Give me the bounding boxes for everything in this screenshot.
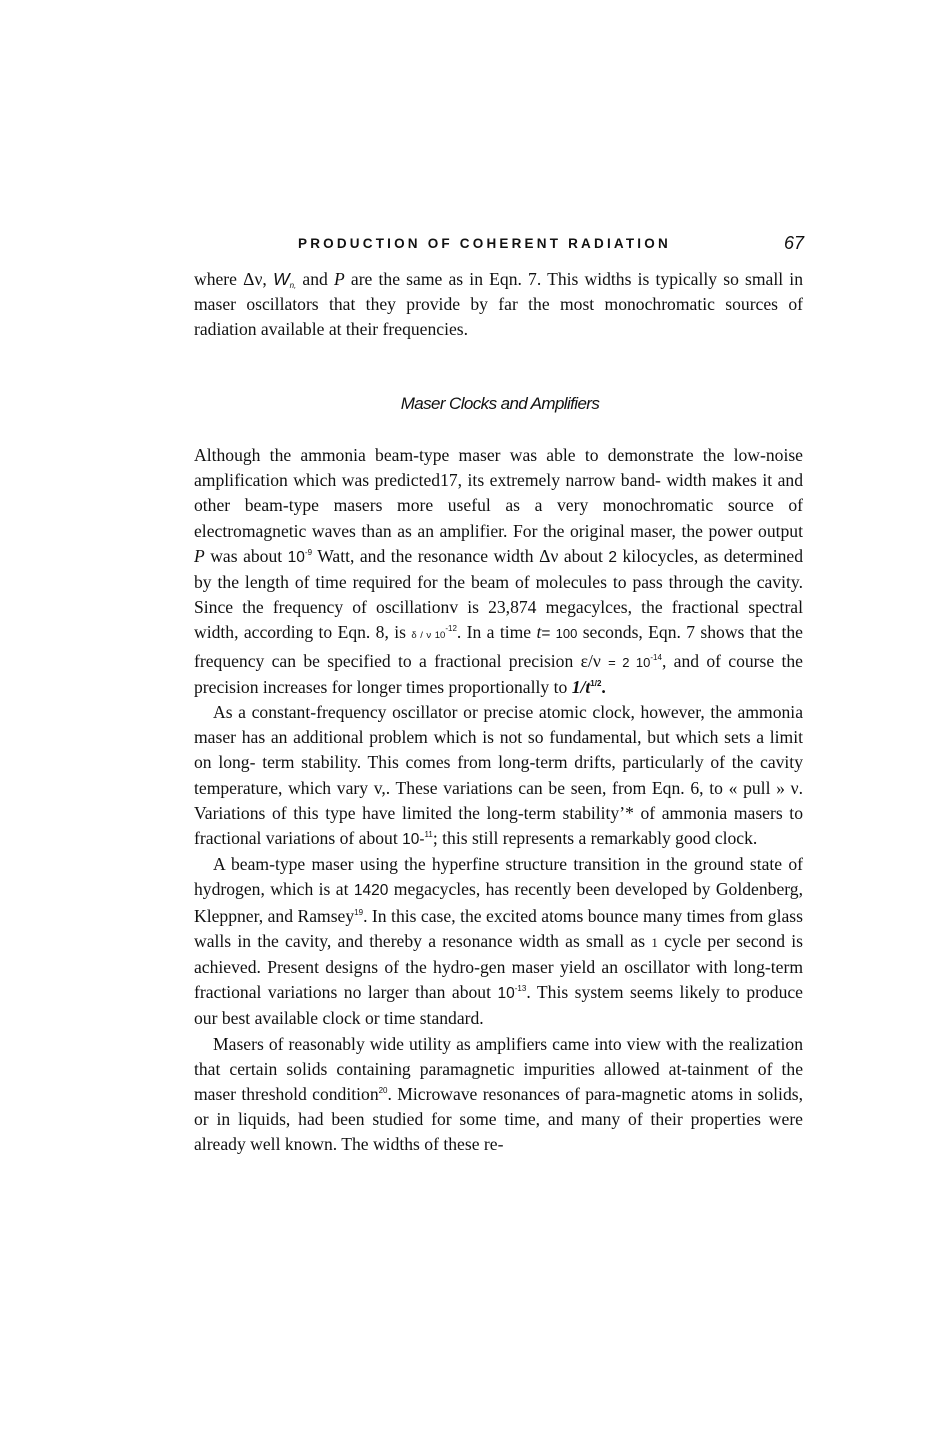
math-p: P	[333, 269, 345, 289]
math-t: t	[536, 622, 542, 643]
main-text	[194, 443, 803, 1158]
number: 10-	[402, 831, 425, 849]
text: Watt, and the resonance width Δν about	[312, 545, 609, 566]
text: where Δν,	[194, 269, 273, 289]
running-header	[194, 233, 806, 259]
math-fraction: δ / ν 10	[411, 630, 446, 642]
text: Although the ammonia beam-type maser was able to demonstrate the low-noise amplification which was predicted17, its extremely narrow band- width makes it and other beam-type masers more useful as a very monochromatic source of electromagnetic waves than as an amplifier. For the original maser, the power output	[194, 445, 803, 541]
text: As a constant-frequency oscillator or precise atomic clock, however, the ammonia maser has an additional problem which is not so fundamental, but which sets a limit on long- term stability. This comes from long-term drifts, particularly of the cavity temperature, which vary v,. These variations can be seen, from Eqn. 6, to « pull » ν. Variations of this type have limited the long-term stability’* of ammonia masers to fractional variations of about	[194, 702, 803, 849]
math-p: P	[194, 545, 205, 566]
number: 2	[608, 548, 618, 566]
text: ; this still represents a remarkably good clock.	[432, 828, 758, 849]
text: and	[296, 269, 334, 289]
number: 100	[555, 626, 578, 642]
math-precision: = 2 10	[608, 654, 651, 670]
section-heading: Maser Clocks and Amplifiers	[400, 394, 600, 413]
running-head: PRODUCTION OF COHERENT RADIATION	[298, 236, 671, 251]
number: 10	[287, 548, 305, 566]
text: was about	[204, 545, 288, 566]
superscript: 11	[424, 830, 433, 840]
math-w: W	[272, 269, 290, 289]
math-inverse-t: 1/t	[571, 676, 591, 697]
number: 1	[651, 934, 658, 950]
paragraph-5	[194, 1032, 803, 1158]
superscript: -12	[445, 624, 457, 634]
text: seconds, Eqn. 7 shows that the frequency can be specified to a fractional precision ε/ν	[194, 622, 803, 671]
text: cycle per second is achieved. Present designs of the hydro-gen maser yield an oscillator with long-term fractional variations no larger than about	[194, 930, 803, 1003]
paragraph-2	[194, 443, 803, 700]
number: 10	[497, 985, 515, 1003]
reference: 20	[378, 1086, 388, 1096]
superscript: -9	[304, 547, 313, 557]
paragraph-4	[194, 852, 803, 1031]
reference: 19	[354, 907, 364, 917]
paragraph-1	[194, 267, 803, 343]
paragraph-3	[194, 700, 803, 852]
text: . In a time	[456, 622, 537, 643]
text: A beam-type maser using the hyperfine structure transition in the ground state of hydrogen, which is at	[194, 854, 803, 900]
superscript: -14	[650, 652, 662, 662]
text: . This system seems likely to produce our best available clock or time standard.	[194, 982, 803, 1029]
text: kilocycles, as determined by the length of time required for the beam of molecules to pass through the cavity. Since the frequency of oscillationv is 23,874 megacylces, the fractional spectral width, according to Eqn. 8, is	[194, 545, 803, 643]
superscript: -13	[514, 984, 527, 994]
text: are the same as in Eqn. 7. This widths is typically so small in maser oscillators that they provide by far the most monochromatic sources of radiation available at their frequencies.	[194, 269, 803, 340]
text: . Microwave resonances of para-magnetic atoms in solids, or in liquids, had been studied for some time, and many of their properties were already well known. The widths of these re-	[194, 1084, 803, 1155]
text: , and of course the precision increases for longer times proportionally to	[194, 650, 803, 697]
number: 1420	[353, 882, 389, 900]
math-subscript: n,	[289, 281, 297, 290]
text: megacycles, has recently been developed by Goldenberg, Kleppner, and Ramsey	[194, 879, 803, 926]
text: Masers of reasonably wide utility as amplifiers came into view with the realization that certain solids containing paramagnetic impurities allowed at-tainment of the maser threshold condition	[194, 1033, 803, 1105]
text: .	[601, 676, 606, 697]
page-number: 67	[783, 233, 804, 253]
superscript: 1/2	[590, 678, 602, 688]
text: . In this case, the excited atoms bounce many times from glass walls in the cavity, and thereby a resonance width as small as	[194, 905, 803, 951]
math-equals: =	[541, 625, 556, 643]
